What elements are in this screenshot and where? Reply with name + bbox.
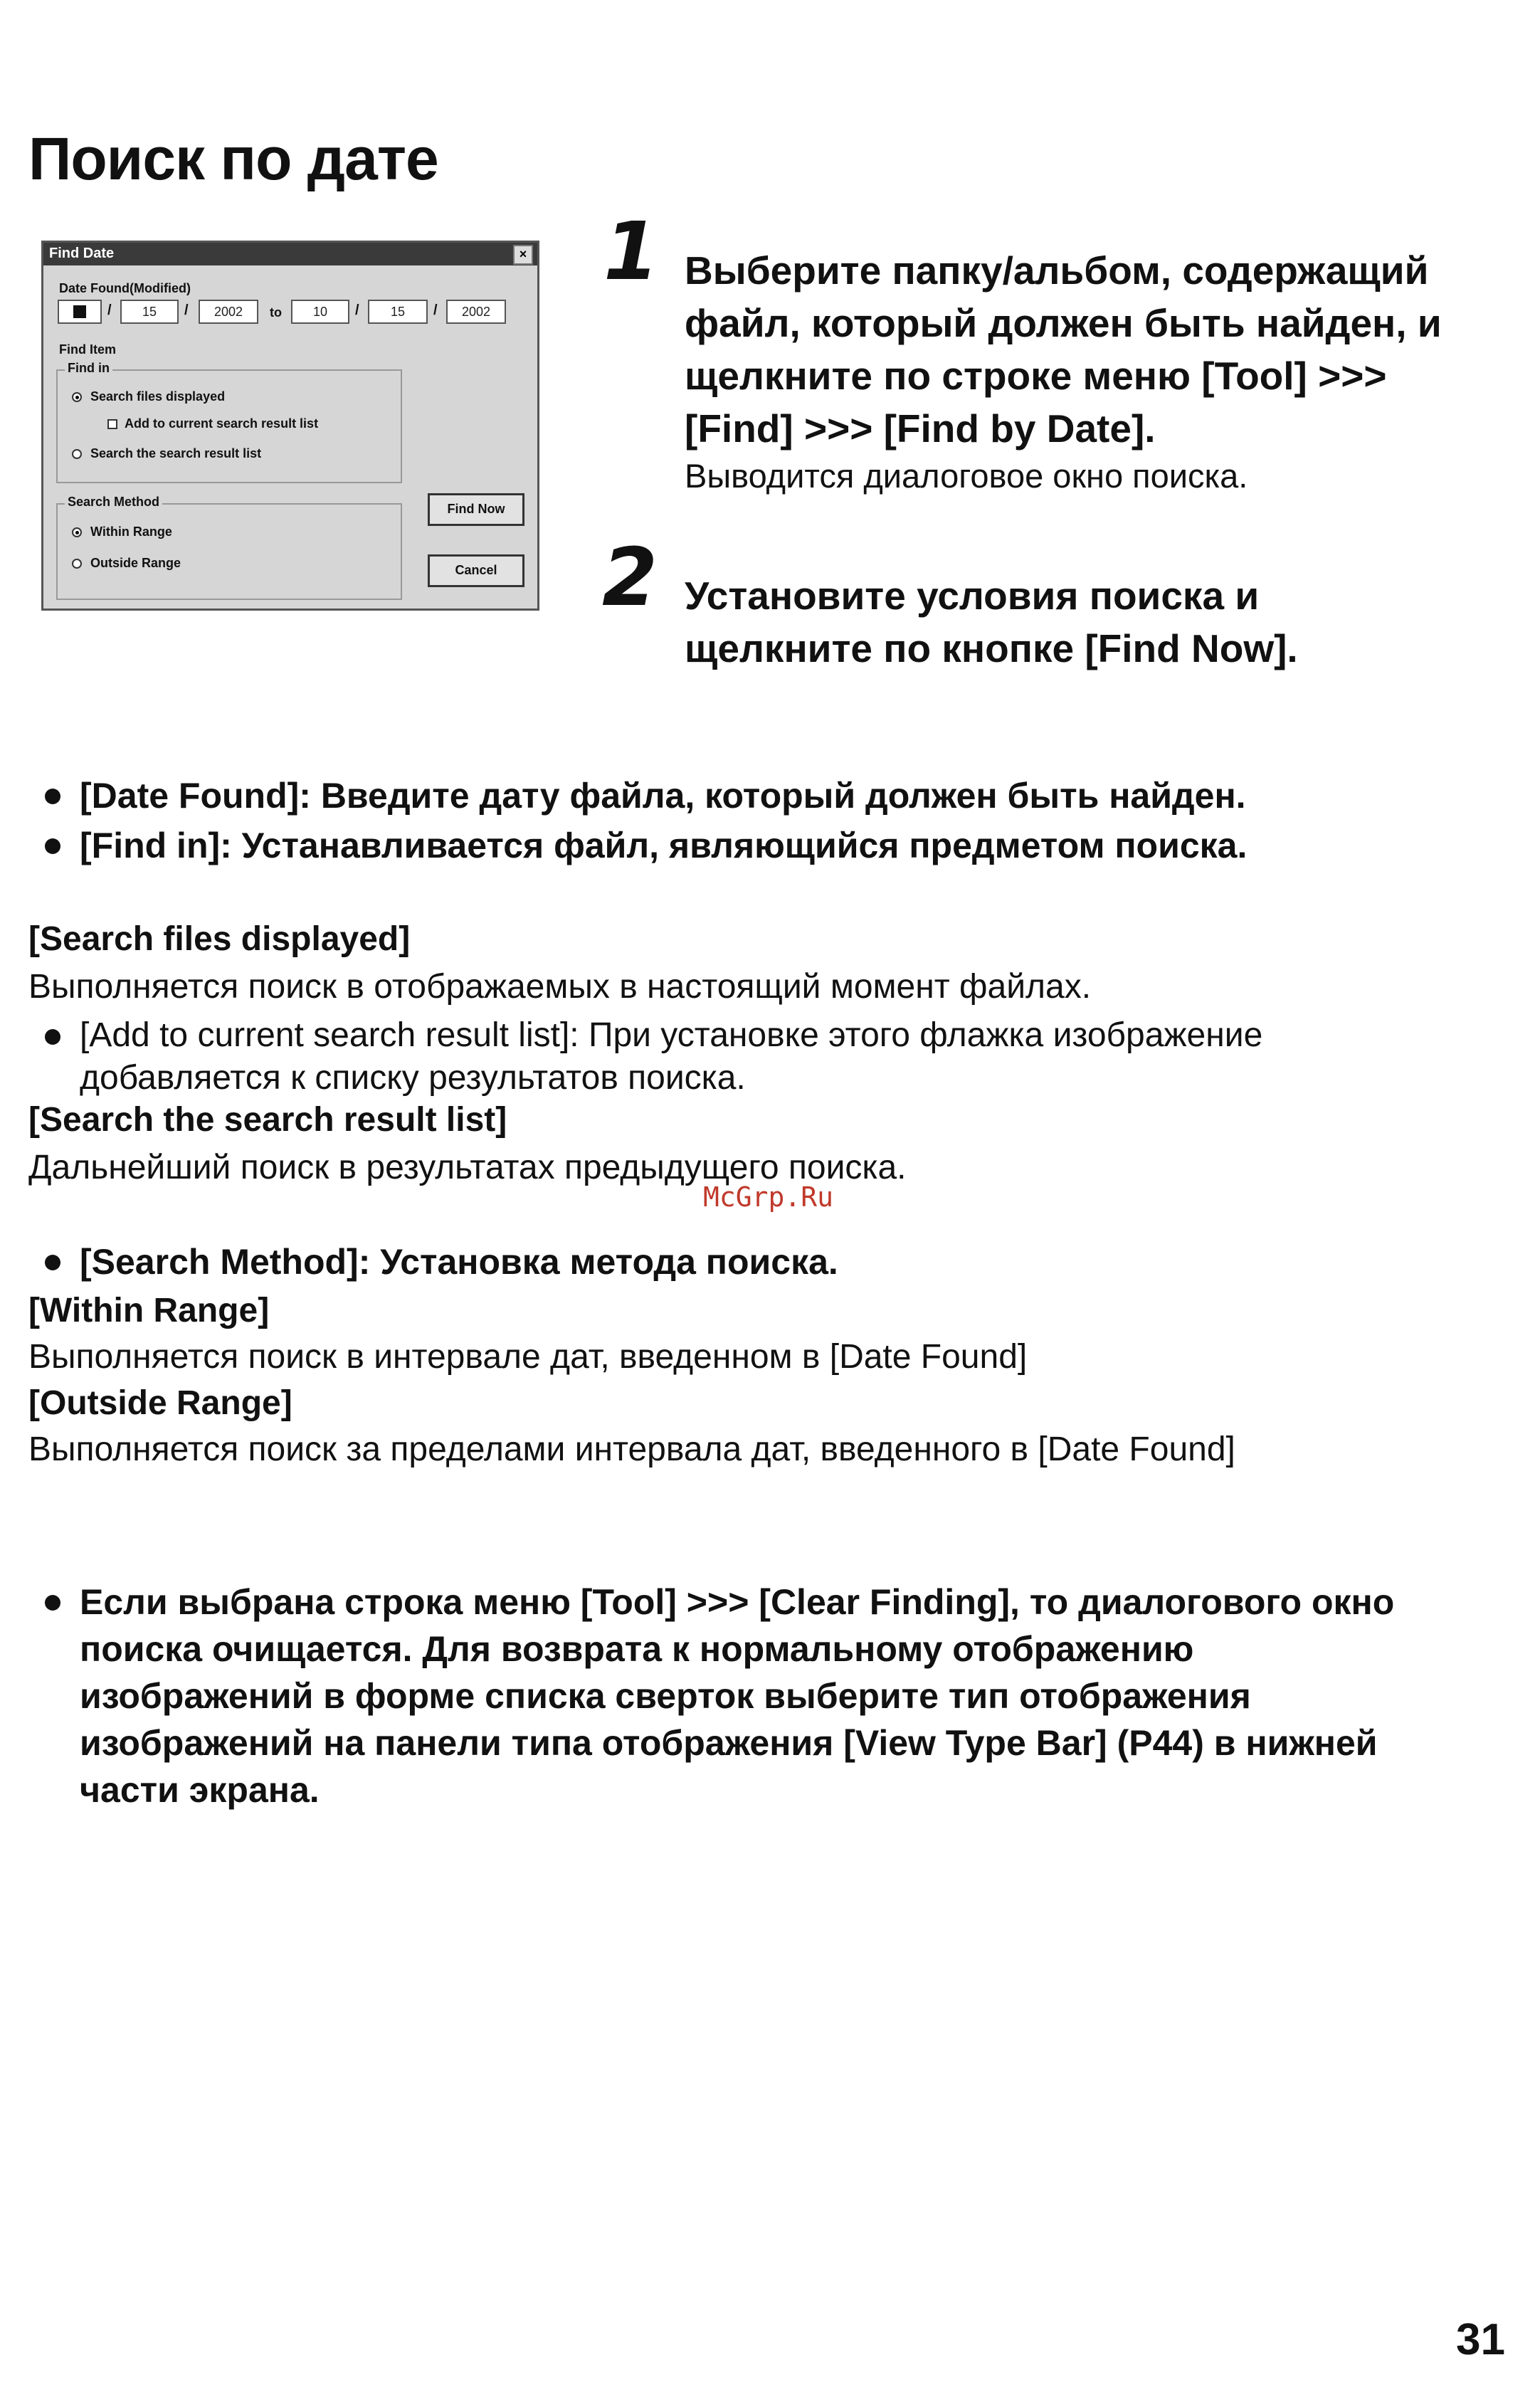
step-2-line: Установите условия поиска и bbox=[685, 574, 1260, 618]
within-range-text: Выполняется поиск в интервале дат, введенном в [Date Found] bbox=[28, 1338, 1028, 1376]
bullet-icon bbox=[45, 838, 60, 854]
from-month-field[interactable] bbox=[58, 300, 102, 324]
dialog-title-bar bbox=[43, 243, 537, 265]
add-current-line-1: [Add to current search result list]: При установке этого флажка изображение bbox=[80, 1016, 1263, 1054]
to-label: to bbox=[270, 305, 282, 320]
step-1-line: щелкните по строке меню [Tool] >>> bbox=[685, 354, 1387, 398]
from-month-selection bbox=[73, 305, 86, 318]
note-line: поиска очищается. Для возврата к нормальному отображению bbox=[80, 1629, 1194, 1669]
dialog-title: Find Date bbox=[49, 246, 115, 261]
page-title: Поиск по дате bbox=[28, 125, 438, 192]
bullet-icon bbox=[45, 1595, 60, 1611]
date-separator: / bbox=[184, 302, 189, 318]
search-files-heading: [Search files displayed] bbox=[28, 920, 411, 958]
step-1-line: [Find] >>> [Find by Date]. bbox=[685, 406, 1156, 451]
from-year-field[interactable]: 2002 bbox=[199, 300, 258, 324]
find-in-label: Find in bbox=[65, 361, 112, 376]
outside-range-radio[interactable] bbox=[72, 559, 82, 569]
page-number: 31 bbox=[1456, 2315, 1505, 2364]
search-method-label: Search Method bbox=[65, 495, 162, 510]
note-line: части экрана. bbox=[80, 1770, 320, 1810]
find-date-dialog bbox=[41, 241, 539, 611]
step-1-line: Выберите папку/альбом, содержащий bbox=[685, 248, 1429, 293]
date-separator: / bbox=[355, 302, 359, 318]
find-now-button[interactable]: Find Now bbox=[428, 493, 524, 526]
step-2-number: 2 bbox=[602, 532, 658, 624]
search-method-group bbox=[56, 503, 402, 600]
search-files-label: Search files displayed bbox=[90, 389, 226, 404]
bullet-icon bbox=[45, 1255, 60, 1270]
outside-range-label: Outside Range bbox=[90, 556, 181, 570]
clear-finding-note bbox=[80, 1579, 1394, 1813]
search-result-label: Search the search result list bbox=[90, 446, 262, 460]
step-1-text bbox=[685, 244, 1524, 455]
date-found-label: Date Found(Modified) bbox=[59, 281, 191, 295]
to-month-field[interactable]: 10 bbox=[291, 300, 349, 324]
search-files-radio[interactable] bbox=[72, 392, 82, 402]
step-2-text bbox=[685, 569, 1524, 675]
search-files-text: Выполняется поиск в отображаемых в настоящий момент файлах. bbox=[28, 968, 1092, 1006]
search-result-text: Дальнейший поиск в результатах предыдущего поиска. bbox=[28, 1149, 907, 1186]
close-icon[interactable]: × bbox=[513, 245, 533, 265]
to-year-field[interactable]: 2002 bbox=[446, 300, 506, 324]
bullet-search-method: [Search Method]: Установка метода поиска. bbox=[80, 1242, 838, 1282]
bullet-date-found: [Date Found]: Введите дату файла, который должен быть найден. bbox=[80, 776, 1246, 816]
step-1-subtext: Выводится диалоговое окно поиска. bbox=[685, 457, 1248, 495]
within-range-heading: [Within Range] bbox=[28, 1292, 270, 1329]
watermark: McGrp.Ru bbox=[703, 1181, 834, 1213]
outside-range-heading: [Outside Range] bbox=[28, 1384, 292, 1422]
note-line: изображений на панели типа отображения [View Type Bar] (P44) в нижней bbox=[80, 1723, 1378, 1763]
add-current-label: Add to current search result list bbox=[125, 416, 319, 431]
date-separator: / bbox=[107, 302, 112, 318]
step-1-number: 1 bbox=[603, 206, 659, 298]
note-line: изображений в форме списка сверток выберите тип отображения bbox=[80, 1676, 1251, 1716]
to-day-field[interactable]: 15 bbox=[368, 300, 428, 324]
cancel-button[interactable]: Cancel bbox=[428, 554, 524, 587]
bullet-find-in: [Find in]: Устанавливается файл, являющийся предметом поиска. bbox=[80, 826, 1248, 865]
add-current-line-2: добавляется к списку результатов поиска. bbox=[80, 1059, 746, 1097]
date-separator: / bbox=[433, 302, 438, 318]
from-day-field[interactable]: 15 bbox=[120, 300, 179, 324]
bullet-icon bbox=[45, 1029, 60, 1045]
step-1-line: файл, который должен быть найден, и bbox=[685, 301, 1442, 345]
search-result-radio[interactable] bbox=[72, 449, 82, 459]
search-result-heading: [Search the search result list] bbox=[28, 1101, 507, 1139]
step-2-line: щелкните по кнопке [Find Now]. bbox=[685, 626, 1298, 670]
outside-range-text: Выполняется поиск за пределами интервала дат, введенного в [Date Found] bbox=[28, 1431, 1235, 1468]
note-line: Если выбрана строка меню [Tool] >>> [Clear Finding], то диалогового окно bbox=[80, 1582, 1395, 1622]
add-current-checkbox[interactable] bbox=[107, 419, 117, 429]
within-range-radio[interactable] bbox=[72, 527, 82, 537]
bullet-icon bbox=[45, 789, 60, 804]
within-range-label: Within Range bbox=[90, 525, 172, 539]
find-item-label: Find Item bbox=[59, 342, 116, 357]
